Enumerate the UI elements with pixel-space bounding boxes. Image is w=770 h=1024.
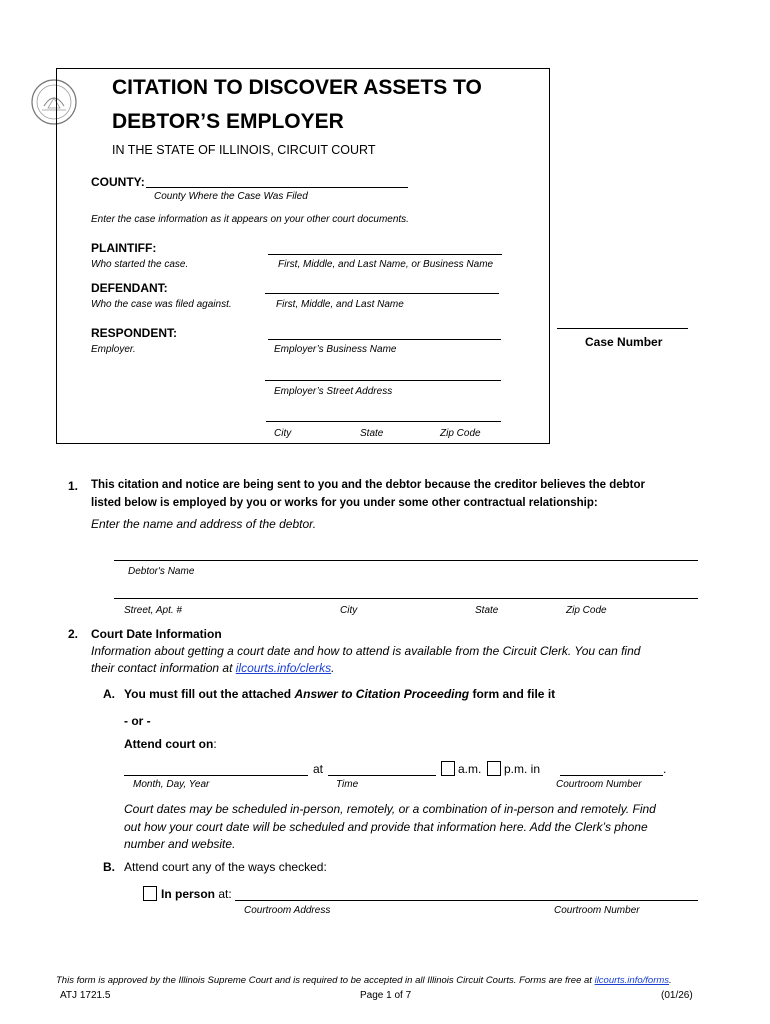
clerks-link[interactable]: ilcourts.info/clerks	[235, 661, 332, 675]
defendant-hint: Who the case was filed against.	[91, 299, 232, 310]
plaintiff-label: PLAINTIFF:	[91, 241, 157, 255]
note-line3: number and website.	[124, 837, 236, 851]
county-label: COUNTY:	[91, 175, 145, 189]
option-b-text: Attend court any of the ways checked:	[124, 860, 327, 874]
employer-city-hint: City	[274, 428, 292, 439]
section1-text-line2: listed below is employed by you or works for you under some other contractual relationship:	[91, 497, 598, 509]
section2-info-line1: Information about getting a court date and how to attend is available from the Circuit Clerk. You can find	[91, 644, 641, 658]
am-checkbox[interactable]	[441, 761, 455, 776]
employer-business-name-hint: Employer’s Business Name	[274, 344, 397, 355]
section1-text-line1: This citation and notice are being sent to you and the debtor because the creditor believes the debtor	[91, 479, 646, 491]
date-hint: Month, Day, Year	[133, 779, 210, 790]
pm-in-label: p.m. in	[504, 762, 541, 776]
plaintiff-name-field[interactable]	[268, 254, 502, 255]
page-number: Page 1 of 7	[360, 990, 412, 1001]
or-separator: - or -	[124, 714, 151, 728]
option-a-label: A.	[103, 687, 115, 701]
employer-business-name-field[interactable]	[268, 339, 501, 340]
form-title-line1: CITATION TO DISCOVER ASSETS TO	[112, 76, 482, 99]
defendant-field-hint: First, Middle, and Last Name	[276, 299, 404, 310]
debtor-address-field[interactable]	[114, 598, 698, 599]
employer-state-hint: State	[360, 428, 384, 439]
case-number-label: Case Number	[585, 335, 663, 349]
attend-court-label: Attend court on:	[124, 737, 217, 751]
defendant-name-field[interactable]	[265, 293, 499, 294]
time-hint: Time	[336, 779, 359, 790]
county-field[interactable]	[146, 187, 408, 188]
employer-city-state-zip-field[interactable]	[266, 421, 501, 422]
county-hint: County Where the Case Was Filed	[154, 191, 308, 202]
section2-title: Court Date Information	[91, 627, 222, 641]
respondent-hint: Employer.	[91, 344, 136, 355]
case-number-field[interactable]	[557, 328, 688, 329]
debtor-zip-hint: Zip Code	[566, 605, 607, 616]
form-revision: (01/26)	[661, 990, 693, 1001]
debtor-name-field[interactable]	[114, 560, 698, 561]
debtor-state-hint: State	[475, 605, 499, 616]
section2-number: 2.	[68, 627, 79, 641]
section1-instruction: Enter the name and address of the debtor.	[91, 517, 317, 531]
respondent-label: RESPONDENT:	[91, 326, 178, 340]
section2-info-line2: their contact information at ilcourts.info/clerks.	[91, 661, 335, 675]
employer-street-address-field[interactable]	[265, 380, 501, 381]
am-label: a.m.	[458, 762, 482, 776]
courtroom-number-field[interactable]	[560, 775, 663, 776]
courtroom-address-hint: Courtroom Address	[244, 905, 331, 916]
form-id: ATJ 1721.5	[60, 990, 111, 1001]
form-title-line2: DEBTOR’S EMPLOYER	[112, 110, 344, 133]
section1-number: 1.	[68, 479, 79, 493]
at-text: at	[313, 762, 324, 776]
debtor-street-hint: Street, Apt. #	[124, 605, 182, 616]
defendant-label: DEFENDANT:	[91, 281, 168, 295]
note-line2: out how your court date will be scheduled and provide that information here. Add the Clerk’s phone	[124, 820, 648, 834]
employer-street-address-hint: Employer’s Street Address	[274, 386, 393, 397]
courtroom-number-hint: Courtroom Number	[556, 779, 642, 790]
plaintiff-hint: Who started the case.	[91, 259, 189, 270]
attend-period: .	[663, 762, 667, 776]
option-b-label: B.	[103, 860, 115, 874]
plaintiff-field-hint: First, Middle, and Last Name, or Business Name	[278, 259, 494, 270]
pm-checkbox[interactable]	[487, 761, 501, 776]
forms-link[interactable]: ilcourts.info/forms	[594, 975, 670, 986]
option-a-text: You must fill out the attached Answer to Citation Proceeding form and file it	[124, 687, 556, 701]
employer-zip-hint: Zip Code	[440, 428, 481, 439]
note-line1: Court dates may be scheduled in-person, remotely, or a combination of in-person and remotely. Find	[124, 802, 656, 816]
courtroom-number-hint-2: Courtroom Number	[554, 905, 640, 916]
debtor-name-hint: Debtor's Name	[128, 566, 195, 577]
court-time-field[interactable]	[328, 775, 436, 776]
case-info-instructions: Enter the case information as it appears on your other court documents.	[91, 214, 409, 225]
footer-approval: This form is approved by the Illinois Supreme Court and is required to be accepted in all Illinois Circuit Courts. Forms are free at ilcourts.info/forms.	[56, 975, 672, 986]
court-date-field[interactable]	[124, 775, 308, 776]
in-person-checkbox[interactable]	[143, 886, 157, 901]
debtor-city-hint: City	[340, 605, 358, 616]
in-person-label: In person at:	[161, 887, 232, 901]
courtroom-address-field[interactable]	[235, 900, 698, 901]
court-subtitle: IN THE STATE OF ILLINOIS, CIRCUIT COURT	[112, 143, 376, 157]
